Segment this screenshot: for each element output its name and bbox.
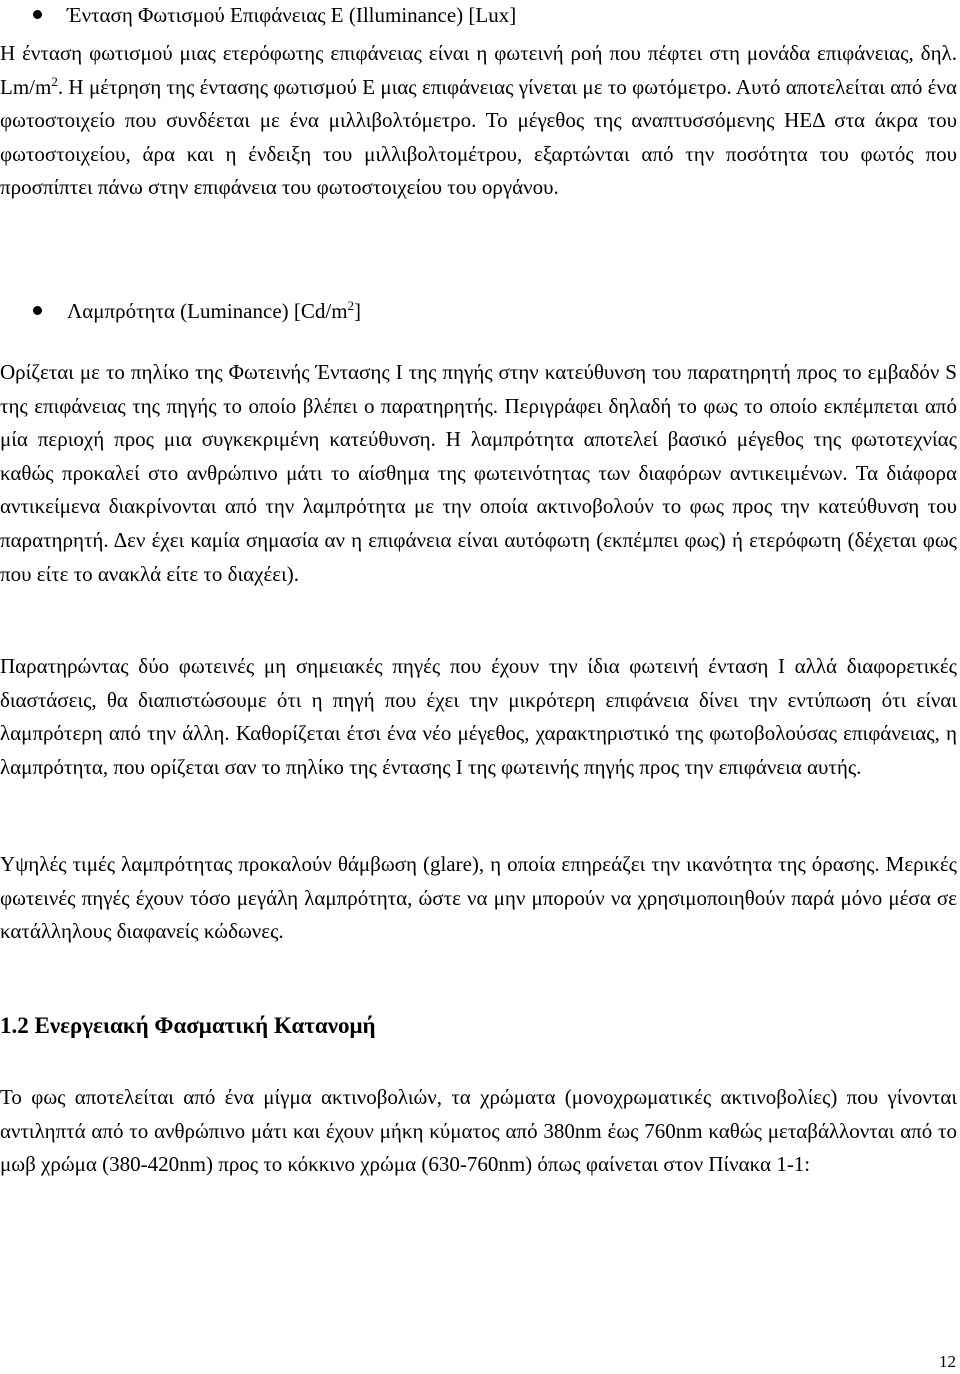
superscript: 2 [347, 298, 355, 313]
paragraph-glare: Υψηλές τιμές λαμπρότητας προκαλούν θάμβωση (glare), η οποία επηρεάζει την ικανότητα της όρασης. Μερικές φωτεινές πηγές έχουν τόσο μεγάλη λαμπρότητα, ώστε να μην μπορούν να χρησιμοποιηθούν παρά μόνο μέσα σε κατάλληλους διαφανείς κώδωνες. [0, 852, 957, 944]
bullet-dot-icon [33, 10, 42, 19]
superscript: 2 [51, 73, 58, 89]
page-number: 12 [939, 1352, 956, 1371]
bullet-illuminance [0, 0, 960, 30]
paragraph-spectral: Το φως αποτελείται από ένα μίγμα ακτινοβολιών, τα χρώματα (μονοχρωματικές ακτινοβολίες) που γίνονται αντιληπτά από το ανθρώπινο μάτι και έχουν μήκη κύματος από 380nm έως 760nm καθώς μεταβάλλονται από το μωβ χρώμα (380-420nm) προς το κόκκινο χρώμα (630-760nm) όπως φαίνεται στον Πίνακα 1-1: [0, 1085, 957, 1177]
bullet-text: Λαμπρότητα (Luminance) $[Cd/m^2]$ [67, 298, 362, 323]
bullet-luminance [0, 296, 960, 326]
paragraph-luminance-definition: Ορίζεται με το πηλίκο της Φωτεινής Έντασης Ι της πηγής στην κατεύθυνση του παρατηρητή προς το εμβαδόν S της επιφάνειας της πηγής το οποίο βλέπει ο παρατηρητής. Περιγράφει δηλαδή το φως το οποίο εκπέμπεται από μία περιοχή προς μια συγκεκριμένη κατεύθυνση. Η λαμπρότητα αποτελεί βασικό μέγεθος της φωτοτεχνίας καθώς προκαλεί στο ανθρώπινο μάτι το αίσθημα της φωτεινότητας των διαφόρων αντικειμένων. Τα διάφορα αντικείμενα διακρίνονται από την λαμπρότητα με την οποία ακτινοβολούν το φως προς την κατεύθυνση του παρατηρητή. Δεν έχει καμία σημασία αν η επιφάνεια είναι αυτόφωτη (εκπέμπει φως) ή ετερόφωτη (δέχεται φως που είτε το ανακλά είτε το διαχέει). [0, 360, 957, 586]
paragraph-luminance-sources: Παρατηρώντας δύο φωτεινές μη σημειακές πηγές που έχουν την ίδια φωτεινή ένταση Ι αλλά διαφορετικές διαστάσεις, θα διαπιστώσουμε ότι η πηγή που έχει την μικρότερη επιφάνεια δίνει την εντύπωση ότι είναι λαμπρότερη από την άλλη. Καθορίζεται έτσι ένα νέο μέγεθος, χαρακτηριστικό της φωτοβολούσας επιφάνειας, η λαμπρότητα, που ορίζεται σαν το πηλίκο της έντασης Ι της φωτεινής πηγής προς την επιφάνεια αυτής. [0, 654, 957, 779]
section-heading: 1.2 Ενεργειακή Φασματική Κατανομή [0, 1013, 376, 1038]
bullet-dot-icon [33, 306, 42, 315]
paragraph-illuminance: Η ένταση φωτισμού μιας ετερόφωτης επιφάνειας είναι η φωτεινή ροή που πέφτει στη μονάδα επιφάνειας, δηλ. $Lm/m^2$. Η μέτρηση της έντασης φωτισμού Ε μιας επιφάνειας γίνεται με το φωτόμετρο. Αυτό αποτελείται από ένα φωτοστοιχείο που συνδέεται με ένα μιλλιβολτόμετρο. Το μέγεθος της αναπτυσσόμενης ΗΕΔ στα άκρα του φωτοστοιχείου, άρα και η ένδειξη του μιλλιβολτομέτρου, εξαρτώνται από την ποσότητα του φωτός που προσπίπτει πάνω στην επιφάνεια του φωτοστοιχείου του οργάνου. [0, 41, 957, 200]
bullet-text: Ένταση Φωτισμού Επιφάνειας Ε (Illuminance) [Lux] [67, 3, 517, 27]
